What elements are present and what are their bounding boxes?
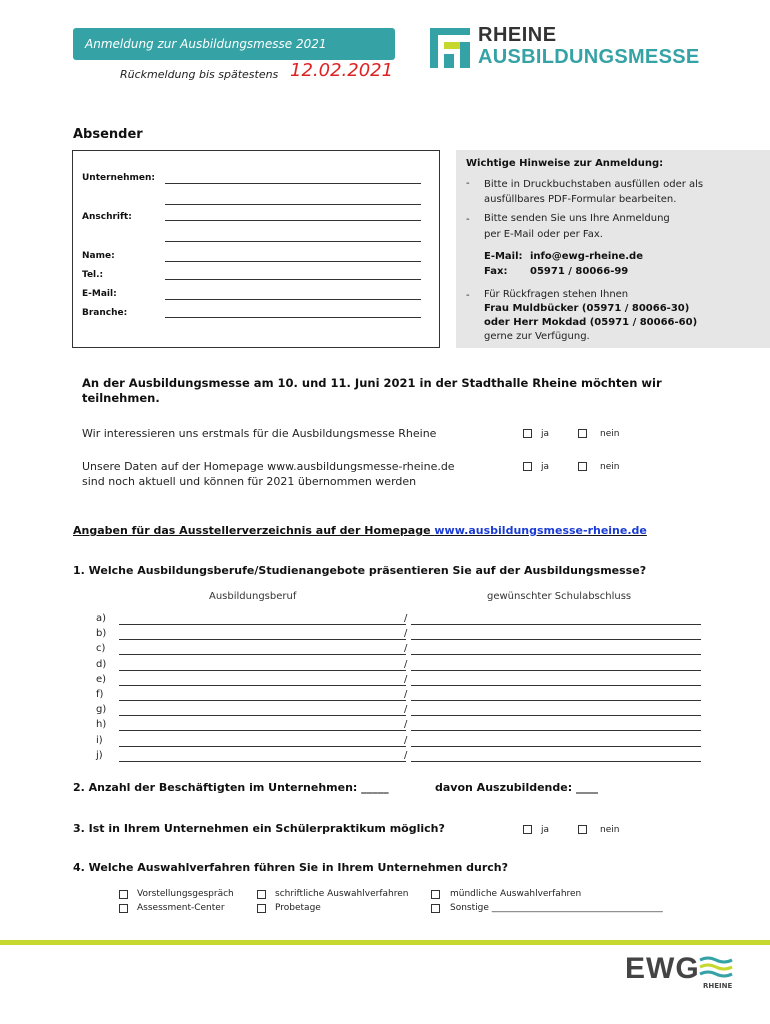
hint-bullet-3a: Für Rückfragen stehen Ihnen [484, 289, 629, 300]
field-schulabschluss[interactable] [411, 685, 701, 686]
label-email: E-Mail: [82, 289, 117, 299]
checkbox-data-current-yes[interactable] [523, 462, 532, 471]
label-yes: ja [541, 462, 550, 472]
field-schulabschluss[interactable] [411, 761, 701, 762]
question-first-time: Wir interessieren uns erstmals für die Ausbildungsmesse Rheine [82, 427, 437, 440]
row-letter: d) [96, 658, 107, 670]
field-email[interactable] [165, 299, 421, 300]
row-separator: / [404, 734, 408, 746]
hints-box [456, 150, 770, 348]
row-letter: b) [96, 628, 107, 640]
hint-bullet-1: Bitte in Druckbuchstaben ausfüllen oder als ausfüllbares PDF-Formular bearbeiten. [484, 179, 704, 205]
label-unternehmen: Unternehmen: [82, 173, 155, 183]
sender-heading: Absender [73, 127, 143, 142]
question-2-employees: 2. Anzahl der Beschäftigten im Unternehmen: _____ [73, 781, 389, 794]
ewg-logo-sub: RHEINE [703, 982, 733, 990]
bullet-dash: - [466, 214, 470, 225]
field-schulabschluss[interactable] [411, 746, 701, 747]
label-no: nein [600, 429, 620, 439]
field-schulabschluss[interactable] [411, 639, 701, 640]
row-letter: j) [96, 749, 103, 761]
field-ausbildungsberuf[interactable] [119, 639, 406, 640]
field-schulabschluss[interactable] [411, 624, 701, 625]
row-letter: c) [96, 643, 106, 655]
row-separator: / [404, 673, 408, 685]
checkbox-sonstige[interactable] [431, 904, 440, 913]
form-title-banner: Anmeldung zur Ausbildungsmesse 2021 [73, 28, 395, 60]
field-ausbildungsberuf[interactable] [119, 624, 406, 625]
option-muendlich: mündliche Auswahlverfahren [450, 889, 582, 899]
checkbox-data-current-no[interactable] [578, 462, 587, 471]
field-unternehmen[interactable] [165, 183, 421, 184]
hint-email-label: E-Mail: [484, 251, 523, 262]
question-1: 1. Welche Ausbildungsberufe/Studienangebote präsentieren Sie auf der Ausbildungsmesse? [73, 564, 647, 577]
label-branche: Branche: [82, 308, 128, 318]
field-ausbildungsberuf[interactable] [119, 700, 406, 701]
footer-accent-bar [0, 940, 770, 945]
row-separator: / [404, 749, 408, 761]
checkbox-first-time-yes[interactable] [523, 429, 532, 438]
directory-heading-text: Angaben für das Ausstellerverzeichnis auf der Homepage [73, 524, 435, 537]
row-separator: / [404, 613, 408, 624]
row-separator: / [404, 643, 408, 655]
directory-homepage-link[interactable]: www.ausbildungsmesse-rheine.de [434, 524, 647, 537]
option-schriftlich: schriftliche Auswahlverfahren [275, 889, 409, 899]
checkbox-muendlich[interactable] [431, 890, 440, 899]
hint-bullet-2a: Bitte senden Sie uns Ihre Anmeldung [484, 213, 670, 224]
hints-heading: Wichtige Hinweise zur Anmeldung: [466, 158, 664, 169]
field-unternehmen-2[interactable] [165, 204, 421, 205]
field-anschrift-2[interactable] [165, 241, 421, 242]
bullet-dash: - [466, 178, 470, 189]
field-schulabschluss[interactable] [411, 730, 701, 731]
logo-text-ausbildungsmesse: AUSBILDUNGSMESSE [478, 46, 700, 68]
checkbox-schriftlich[interactable] [257, 890, 266, 899]
label-name: Name: [82, 251, 115, 261]
ewg-logo-text: EWG [625, 952, 700, 985]
option-probetage: Probetage [275, 903, 321, 913]
deadline-label: Rückmeldung bis spätestens [120, 68, 279, 81]
row-separator: / [404, 689, 408, 700]
rheine-ausbildungsmesse-logo [430, 24, 740, 74]
field-schulabschluss[interactable] [411, 715, 701, 716]
field-ausbildungsberuf[interactable] [119, 761, 406, 762]
column-schulabschluss: gewünschter Schulabschluss [487, 591, 632, 602]
row-separator: / [404, 719, 408, 731]
row-separator: / [404, 704, 408, 716]
option-vorstellungsgespraech: Vorstellungsgespräch [137, 889, 234, 899]
label-anschrift: Anschrift: [82, 212, 132, 222]
label-no: nein [600, 825, 620, 835]
row-separator: / [404, 658, 408, 670]
field-ausbildungsberuf[interactable] [119, 715, 406, 716]
participation-intro: An der Ausbildungsmesse am 10. und 11. Juni 2021 in der Stadthalle Rheine möchten wir teilnehmen. [82, 376, 662, 405]
label-yes: ja [541, 429, 550, 439]
checkbox-assessment-center[interactable] [119, 904, 128, 913]
field-tel[interactable] [165, 279, 421, 280]
field-name[interactable] [165, 261, 421, 262]
hint-email-value: info@ewg-rheine.de [530, 251, 643, 262]
deadline-date: 12.02.2021 [290, 60, 394, 81]
field-schulabschluss[interactable] [411, 700, 701, 701]
question-2-apprentices: davon Auszubildende: ____ [435, 781, 598, 794]
row-letter: g) [96, 704, 107, 716]
label-no: nein [600, 462, 620, 472]
hint-bullet-3b: Frau Muldbücker (05971 / 80066-30) [484, 303, 690, 314]
row-letter: f) [96, 689, 104, 700]
row-separator: / [404, 628, 408, 640]
field-ausbildungsberuf[interactable] [119, 654, 406, 655]
label-tel: Tel.: [82, 270, 104, 280]
question-data-current-b: sind noch aktuell und können für 2021 übernommen werden [82, 475, 417, 488]
bullet-dash: - [466, 290, 470, 301]
checkbox-first-time-no[interactable] [578, 429, 587, 438]
hint-bullet-3c: oder Herr Mokdad (05971 / 80066-60) [484, 317, 698, 328]
sender-box [72, 150, 440, 348]
field-ausbildungsberuf[interactable] [119, 730, 406, 731]
field-schulabschluss[interactable] [411, 670, 701, 671]
field-schulabschluss[interactable] [411, 654, 701, 655]
column-ausbildungsberuf: Ausbildungsberuf [209, 591, 297, 602]
logo-text-rheine: RHEINE [478, 24, 557, 46]
option-sonstige: Sonstige ______________________________________ [450, 903, 663, 913]
label-yes: ja [541, 825, 550, 835]
hint-fax-label: Fax: [484, 266, 508, 277]
logo-mark-icon [430, 28, 470, 68]
row-letter: h) [96, 719, 107, 731]
question-data-current-a: Unsere Daten auf der Homepage www.ausbildungsmesse-rheine.de [82, 460, 455, 473]
directory-heading [73, 524, 647, 537]
checkbox-probetage[interactable] [257, 904, 266, 913]
option-assessment-center: Assessment-Center [137, 903, 225, 913]
checkbox-internship-yes[interactable] [523, 825, 532, 834]
hint-bullet-2b: per E-Mail oder per Fax. [484, 229, 603, 240]
checkbox-vorstellungsgespraech[interactable] [119, 890, 128, 899]
row-letter: i) [96, 734, 103, 746]
checkbox-internship-no[interactable] [578, 825, 587, 834]
hint-fax-value: 05971 / 80066-99 [530, 266, 629, 277]
question-4: 4. Welche Auswahlverfahren führen Sie in Ihrem Unternehmen durch? [73, 861, 508, 874]
row-letter: a) [96, 613, 107, 624]
question-3: 3. Ist in Ihrem Unternehmen ein Schülerpraktikum möglich? [73, 822, 445, 835]
field-anschrift[interactable] [165, 220, 421, 221]
field-ausbildungsberuf[interactable] [119, 670, 406, 671]
field-ausbildungsberuf[interactable] [119, 746, 406, 747]
field-branche[interactable] [165, 317, 421, 318]
hint-bullet-3d: gerne zur Verfügung. [484, 331, 590, 342]
field-ausbildungsberuf[interactable] [119, 685, 406, 686]
ewg-rheine-logo [625, 952, 735, 992]
ewg-wave-icon [699, 956, 733, 978]
row-letter: e) [96, 673, 107, 685]
